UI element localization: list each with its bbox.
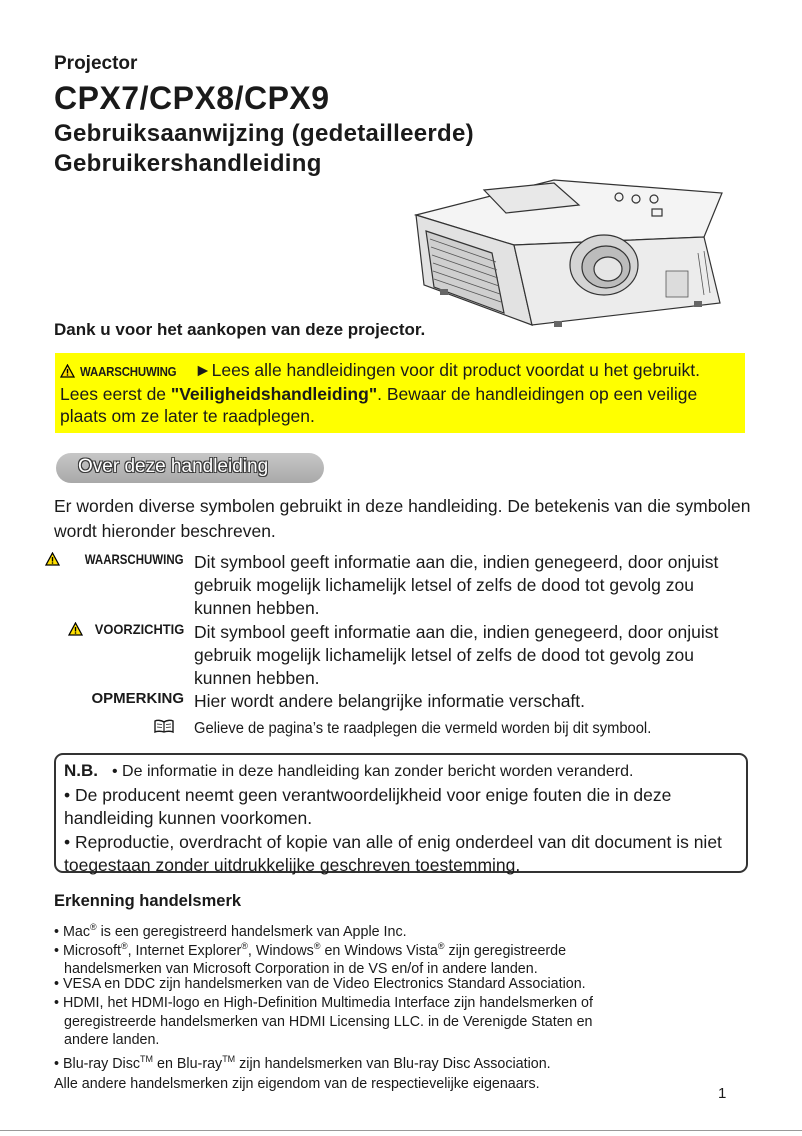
nb-item-1: • De informatie in deze handleiding kan zonder bericht worden veranderd. [112, 763, 634, 780]
warning-quoted: "Veiligheidshandleiding" [170, 384, 378, 404]
doc-kicker: Projector [54, 53, 138, 74]
projector-illustration [404, 175, 736, 337]
trademark-mac: • Mac® is een geregistreerd handelsmerk van Apple Inc. [54, 922, 407, 940]
bottom-divider [0, 1130, 802, 1131]
section-heading [56, 453, 324, 483]
nb-item-2: • De producent neemt geen verantwoordelijkheid voor enige fouten die in deze handleiding kunnen voorkomen. [64, 784, 672, 828]
section-heading-label: Over deze handleiding [78, 456, 269, 477]
page-number: 1 [718, 1085, 727, 1102]
warning-icon [60, 364, 75, 378]
nb-item-3: • Reproductie, overdracht of kopie van alle of enig onderdeel van dit document is niet toegestaan zonder uitdrukkelijke geschreven toestemming. [64, 831, 722, 875]
subtitle-user-guide: Gebruikershandleiding [54, 150, 322, 177]
warning-icon [45, 552, 60, 566]
nb-box [54, 753, 748, 873]
trademark-other: Alle andere handelsmerken zijn eigendom van de respectievelijke eigenaars. [54, 1076, 540, 1092]
warning-text-1: Lees alle handleidingen voor dit product voordat u het gebruikt. Lees eerst de [60, 360, 701, 404]
subtitle-manual: Gebruiksaanwijzing (gedetailleerde) [54, 120, 474, 147]
caution-icon [68, 622, 83, 636]
trademark-hdmi: • HDMI, het HDMI-logo en High-Definition Multimedia Interface zijn handelsmerken of geregistreerde handelsmerken van HDMI Licensing LLC. in de Verenigde Staten en andere landen. [54, 995, 593, 1048]
model-title: CPX7/CPX8/CPX9 [54, 80, 330, 116]
symbol-desc-caution: Dit symbool geeft informatie aan die, indien genegeerd, door onjuist gebruik mogelijk lichamelijk letsel of zelfs de dood tot gevolg zou kunnen hebben. [194, 622, 719, 688]
symbol-desc-reference: Gelieve de pagina’s te raadplegen die vermeld worden bij dit symbool. [194, 720, 652, 737]
warning-box [55, 353, 745, 433]
symbol-desc-warning: Dit symbool geeft informatie aan die, indien genegeerd, door onjuist gebruik mogelijk lichamelijk letsel of zelfs de dood tot gevolg zou kunnen hebben. [194, 552, 719, 618]
symbol-desc-note: Hier wordt andere belangrijke informatie verschaft. [194, 691, 586, 711]
trademark-microsoft: • Microsoft®, Internet Explorer®, Windows® en Windows Vista® zijn geregistreerde handelsmerken van Microsoft Corporation in de VS en/of in andere landen. [54, 941, 567, 978]
trademark-vesa: • VESA en DDC zijn handelsmerken van de Video Electronics Standard Association. [54, 976, 586, 992]
thank-you-line: Dank u voor het aankopen van deze projector. [54, 320, 426, 339]
symbol-label-note: OPMERKING [91, 690, 184, 707]
book-icon [154, 719, 174, 736]
arrow-icon: ► [194, 360, 212, 380]
intro-text: Er worden diverse symbolen gebruikt in deze handleiding. De betekenis van die symbolen wordt hieronder beschreven. [54, 496, 751, 541]
trademarks-heading: Erkenning handelsmerk [54, 892, 242, 910]
trademark-bluray: • Blu-ray Disc™ en Blu-ray™ zijn handelsmerken van Blu-ray Disc Association. [54, 1054, 551, 1072]
symbol-label-warning: WAARSCHUWING [45, 551, 184, 567]
symbol-label-caution: VOORZICHTIG [68, 621, 184, 637]
warning-text-2: . Bewaar de handleidingen op een veilige plaats om ze later te raadplegen. [60, 384, 698, 426]
warning-label: WAARSCHUWING [79, 364, 177, 379]
nb-label: N.B. [64, 761, 98, 780]
